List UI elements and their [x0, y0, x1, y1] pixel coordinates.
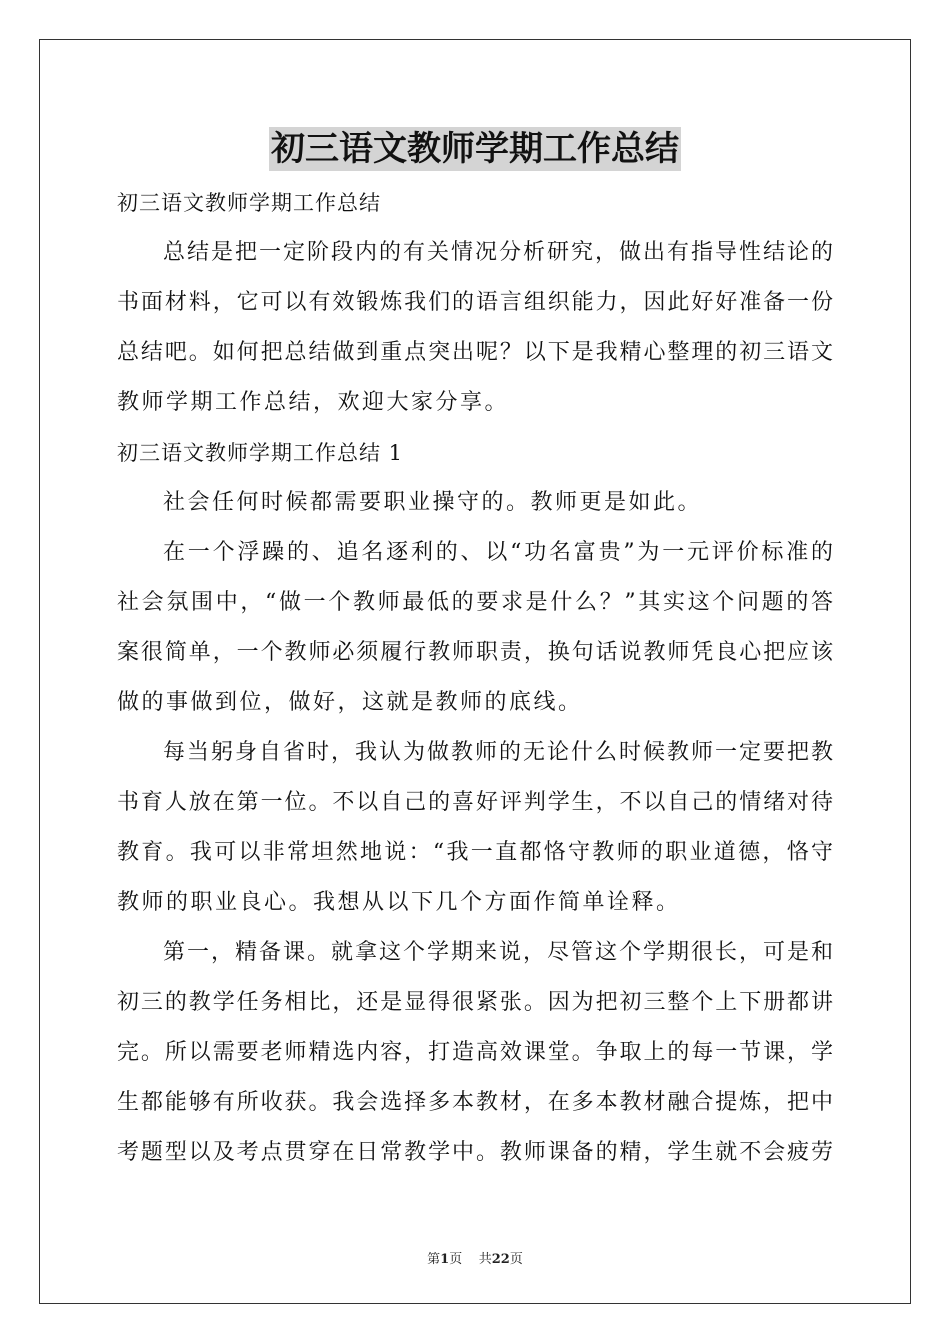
footer-total-pages: 22	[491, 1252, 510, 1267]
text-line: 生都能够有所收获。我会选择多本教材，在多本教材融合提炼，把中	[117, 1090, 833, 1115]
text-line: 在一个浮躁的、追名逐利的、以“功名富贵”为一元评价标准的	[163, 540, 833, 565]
footer-page-suffix: 页	[449, 1252, 463, 1267]
text-line: 完。所以需要老师精选内容，打造高效课堂。争取上的每一节课，学	[117, 1040, 833, 1065]
section-heading: 初三语文教师学期工作总结 1	[117, 441, 404, 465]
text-line: 案很简单，一个教师必须履行教师职责，换句话说教师凭良心把应该	[117, 640, 833, 665]
text-line: 做的事做到位，做好，这就是教师的底线。	[117, 690, 583, 715]
footer-page-number: 1	[440, 1252, 450, 1267]
text-line: 总结是把一定阶段内的有关情况分析研究，做出有指导性结论的	[163, 240, 833, 265]
text-line: 每当躬身自省时，我认为做教师的无论什么时候教师一定要把教	[163, 740, 833, 765]
footer-total-suffix: 页	[509, 1252, 523, 1267]
text-line: 初三的教学任务相比，还是显得很紧张。因为把初三整个上下册都讲	[117, 990, 833, 1015]
text-line: 社会氛围中，“做一个教师最低的要求是什么？”其实这个问题的答	[117, 590, 833, 615]
text-line: 书育人放在第一位。不以自己的喜好评判学生，不以自己的情绪对待	[117, 790, 833, 815]
text-line: 考题型以及考点贯穿在日常教学中。教师课备的精，学生就不会疲劳	[117, 1140, 833, 1165]
page-footer	[0, 1248, 950, 1267]
text-line: 教育。我可以非常坦然地说：“我一直都恪守教师的职业道德，恪守	[117, 840, 833, 865]
text-line: 教师学期工作总结，欢迎大家分享。	[117, 390, 510, 415]
text-line: 第一，精备课。就拿这个学期来说，尽管这个学期很长，可是和	[163, 940, 833, 965]
text-line: 教师的职业良心。我想从以下几个方面作简单诠释。	[117, 890, 681, 915]
text-line: 书面材料，它可以有效锻炼我们的语言组织能力，因此好好准备一份	[117, 290, 833, 315]
text-line: 社会任何时候都需要职业操守的。教师更是如此。	[163, 490, 703, 515]
footer-total-prefix: 共	[478, 1252, 492, 1267]
section-heading: 初三语文教师学期工作总结	[117, 191, 381, 215]
document-body	[117, 178, 833, 1178]
title-container	[0, 127, 950, 171]
document-title: 初三语文教师学期工作总结	[271, 129, 679, 169]
text-line: 总结吧。如何把总结做到重点突出呢？以下是我精心整理的初三语文	[117, 340, 833, 365]
footer-page-prefix: 第	[427, 1252, 441, 1267]
